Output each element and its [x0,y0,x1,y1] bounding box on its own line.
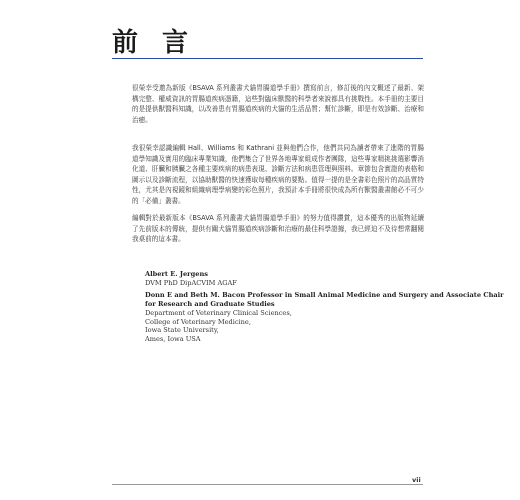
page-heading [112,22,190,59]
heading-rule [112,58,423,59]
paragraph-3: 編輯對於最新版本《BSAVA 系列叢書犬貓胃腸道學手冊》的努力值得讚賞，這本優秀的出版物延續了先前版本的傳統，提供有關犬貓胃腸道疾病診斷和治療的最佳科學證據，我已經迫不及待想常翻閱我桌前的這本書。 [132,214,424,244]
signature-title-line-2: for Research and Graduate Studies [145,300,275,309]
footer-rule [112,484,423,485]
signature-university: Iowa State University, [145,326,219,335]
heading-char-2: 言 [162,28,191,58]
signature-college: College of Veterinary Medicine, [145,317,251,326]
heading-char-1: 前 [112,28,141,58]
signature-department: Department of Veterinary Clinical Sciences, [145,308,292,317]
signature-location: Ames, Iowa USA [145,334,201,343]
signature-credentials: DVM PhD DipACVIM AGAF [145,278,237,287]
signature-block [145,270,504,344]
signature-name: Albert E. Jergens [145,270,208,278]
paragraph-2: 我很榮幸認識編輯 Hall、Williams 和 Kathrani 並與他們合作，他們共同為讀者帶來了進階的胃腸道學知識及實用的臨床專業知識，他們集合了世界各地專家組成作者團隊，這些專家精挑挑選影響消化道、肝臟和胰臟之各種主要疾病的病患表現、診斷方法和病患管理與照料。章節包含實證的表格和圖示以及診斷流程，以協助獸醫的快速獲取每種疾病的要點。值得一提的是全書彩色照片的高品質特性，尤其是內視鏡和組織病理學病變的彩色照片，我預計本手冊將很快成為所有獸醫叢書館必不可少的「必備」叢書。 [132,144,424,205]
signature-title-line-1: Donn E and Beth M. Bacon Professor in Small Animal Medicine and Surgery and Associate Chair [145,291,504,300]
paragraph-1: 很榮幸受邀為新版《BSAVA 系列叢書犬貓胃腸道學手冊》撰寫前言，修訂後的內文概述了最新、架構完整、權威資訊的胃腸道疾病憑籍，這些對臨床獸醫的科學者來說都具有挑戰性。本手冊的主要目的是提供獸醫科知識，以改善患有胃腸道疾病的犬貓的生活品質；幫忙診斷，即是有效診斷、治療和治癒。 [132,84,424,124]
page-number: vii [412,476,421,484]
